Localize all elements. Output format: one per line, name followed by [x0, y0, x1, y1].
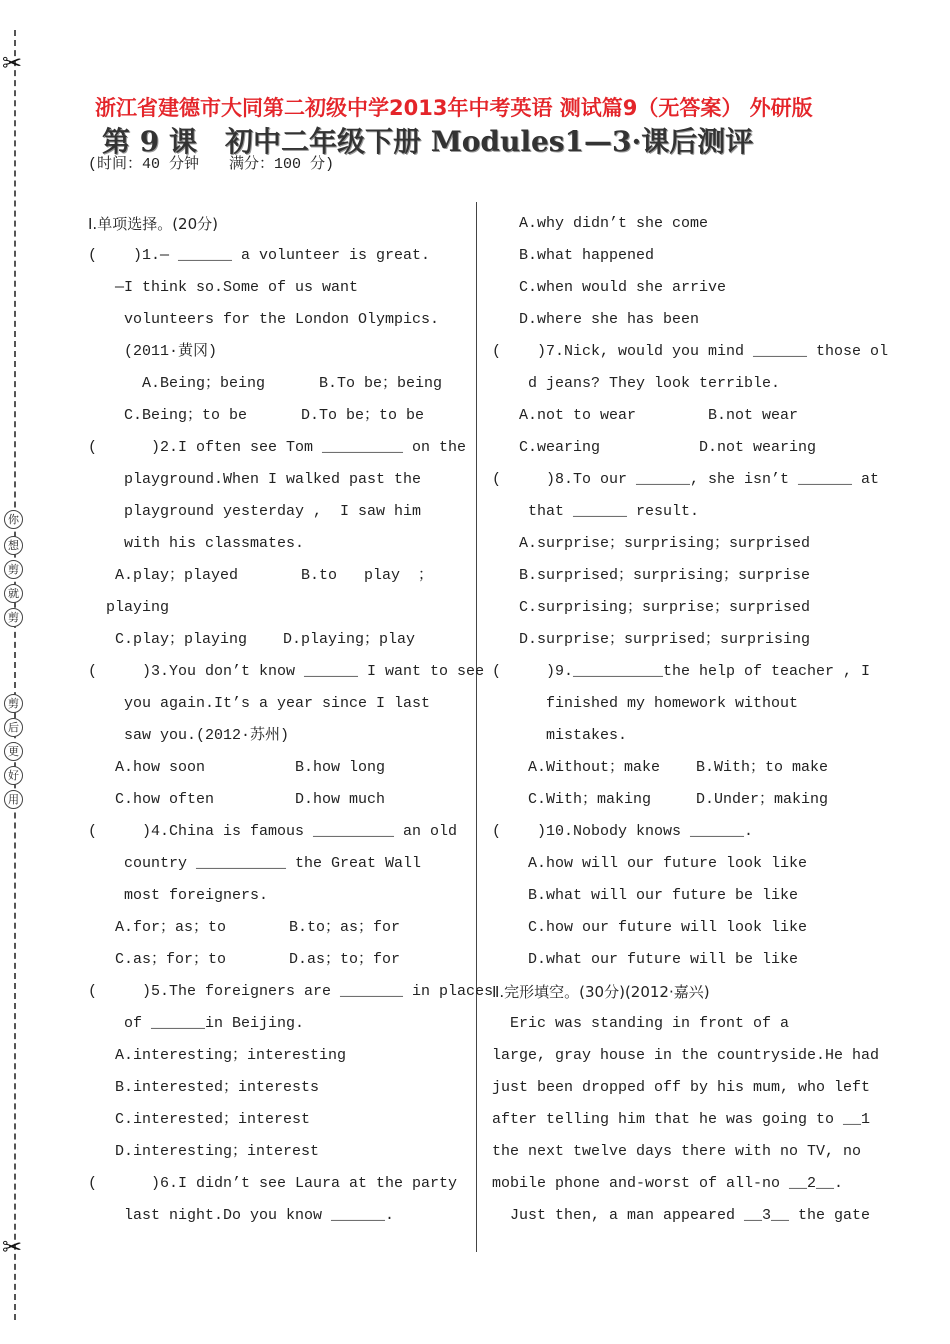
- text-line: B.surprised；surprising；surprise: [492, 567, 811, 584]
- text-line: C.With；making D.Under；making: [492, 791, 829, 808]
- text-line: A.play；played B.to play ；: [88, 567, 434, 584]
- cut-label-char: 剪: [4, 560, 23, 579]
- text-line: ( )8.To our ______, she isn’t ______ at: [492, 471, 880, 488]
- text-line: C.as；for；to D.as；to；for: [88, 951, 401, 968]
- text-line: ( )2.I often see Tom _________ on the: [88, 439, 467, 456]
- text-line: D.where she has been: [492, 311, 700, 328]
- text-line: —I think so.Some of us want: [88, 279, 359, 296]
- text-line: ( )4.China is famous _________ an old: [88, 823, 458, 840]
- cut-label-char: 剪: [4, 694, 23, 713]
- text-line: B.what happened: [492, 247, 655, 264]
- text-line: ( )7.Nick, would you mind ______ those ol: [492, 343, 889, 360]
- text-line: country __________ the Great Wall: [88, 855, 422, 872]
- text-line: mistakes.: [492, 727, 628, 744]
- text-line: playground.When I walked past the: [88, 471, 422, 488]
- text-line: A.how will our future look like: [492, 855, 808, 872]
- text-line: ( )3.You don’t know ______ I want to see: [88, 663, 485, 680]
- text-line: D.interesting；interest: [88, 1143, 320, 1160]
- text-line: of ______in Beijing.: [88, 1015, 305, 1032]
- text-line: D.what our future will be like: [492, 951, 799, 968]
- text-line: just been dropped off by his mum, who left: [492, 1079, 871, 1096]
- cut-label-char: 你: [4, 510, 23, 529]
- cut-label-char: 用: [4, 790, 23, 809]
- text-line: C.how our future will look like: [492, 919, 808, 936]
- text-line: C.wearing D.not wearing: [492, 439, 817, 456]
- text-line: after telling him that he was going to __1: [492, 1111, 871, 1128]
- text-line: A.not to wear B.not wear: [492, 407, 799, 424]
- text-line: ( )9.__________the help of teacher , I: [492, 663, 871, 680]
- time-info: (时间：40 分钟 满分：100 分): [88, 156, 335, 173]
- lesson-title: 第 9 课 初中二年级下册 Modules1—3·课后测评: [102, 125, 754, 158]
- text-line: that ______ result.: [492, 503, 700, 520]
- text-line: ( )5.The foreigners are _______ in places: [88, 983, 494, 1000]
- text-line: most foreigners.: [88, 887, 269, 904]
- column-divider: [476, 202, 477, 1252]
- cut-label-char: 就: [4, 584, 23, 603]
- text-line: finished my homework without: [492, 695, 799, 712]
- text-line: A.interesting；interesting: [88, 1047, 347, 1064]
- scissors-icon: ✂: [2, 1235, 23, 1261]
- text-line: the next twelve days there with no TV, no: [492, 1143, 862, 1160]
- text-line: A.for；as；to B.to；as；for: [88, 919, 401, 936]
- cut-line: [14, 30, 16, 1320]
- text-line: ( )6.I didn’t see Laura at the party: [88, 1175, 458, 1192]
- document-title: 浙江省建德市大同第二初级中学2013年中考英语 测试篇9（无答案） 外研版: [95, 96, 813, 120]
- text-line: C.how often D.how much: [88, 791, 386, 808]
- text-line: C.surprising；surprise；surprised: [492, 599, 811, 616]
- text-line: with his classmates.: [88, 535, 305, 552]
- text-line: Eric was standing in front of a: [492, 1015, 790, 1032]
- text-line: B.interested；interests: [88, 1079, 320, 1096]
- text-line: volunteers for the London Olympics.: [88, 311, 440, 328]
- text-line: A.how soon B.how long: [88, 759, 386, 776]
- cut-label-char: 后: [4, 718, 23, 737]
- text-line: ( )1.— ______ a volunteer is great.: [88, 247, 431, 264]
- text-line: D.surprise；surprised；surprising: [492, 631, 811, 648]
- text-line: playing: [88, 599, 170, 616]
- text-line: Just then, a man appeared __3__ the gate: [492, 1207, 871, 1224]
- text-line: d jeans? They look terrible.: [492, 375, 781, 392]
- text-line: saw you.(2012·苏州): [88, 727, 290, 744]
- cut-label-char: 好: [4, 766, 23, 785]
- text-line: A.why didn’t she come: [492, 215, 709, 232]
- text-line: C.interested；interest: [88, 1111, 311, 1128]
- text-line: Ⅱ.完形填空。(30分)(2012·嘉兴): [492, 983, 710, 1001]
- text-line: last night.Do you know ______.: [88, 1207, 395, 1224]
- text-line: A.surprise；surprising；surprised: [492, 535, 811, 552]
- text-line: C.play；playing D.playing；play: [88, 631, 416, 648]
- text-line: A.Being；being B.To be；being: [88, 375, 443, 392]
- right-column: [492, 208, 889, 1232]
- text-line: ( )10.Nobody knows ______.: [492, 823, 754, 840]
- text-line: C.when would she arrive: [492, 279, 727, 296]
- text-line: C.Being；to be D.To be；to be: [88, 407, 425, 424]
- text-line: mobile phone and-worst of all-no __2__.: [492, 1175, 844, 1192]
- cut-label-char: 想: [4, 536, 23, 555]
- text-line: (2011·黄冈): [88, 343, 218, 360]
- text-line: large, gray house in the countryside.He had: [492, 1047, 880, 1064]
- text-line: Ⅰ.单项选择。(20分): [88, 215, 218, 233]
- cut-label-char: 剪: [4, 608, 23, 627]
- text-line: you again.It’s a year since I last: [88, 695, 431, 712]
- text-line: B.what will our future be like: [492, 887, 799, 904]
- text-line: playground yesterday , I saw him: [88, 503, 422, 520]
- scissors-icon: ✂: [2, 51, 23, 77]
- left-column: [88, 208, 494, 1232]
- cut-label-char: 更: [4, 742, 23, 761]
- text-line: A.Without；make B.With；to make: [492, 759, 829, 776]
